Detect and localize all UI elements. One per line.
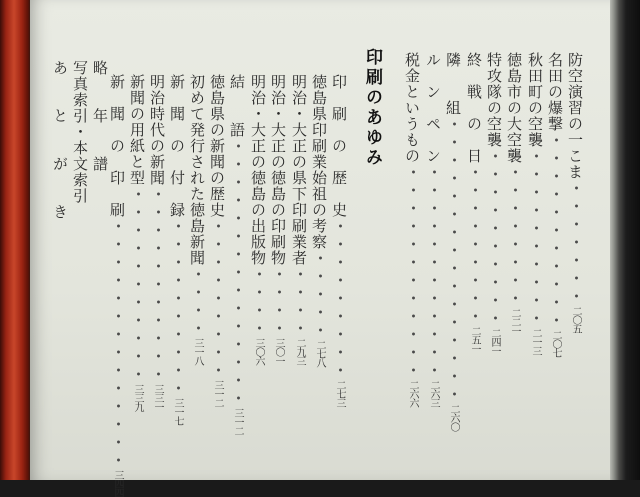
toc-entry: 結 語・・・・・・・・・・・・・・・三一二 [228, 74, 247, 435]
toc-entry: 税金というもの・・・・・・・・・・・・二六六 [403, 52, 422, 407]
toc-entry: 徳島市の大空襲・・・・・・・・二二一 [505, 52, 524, 335]
toc-entry: 写真索引・本文索引 [71, 60, 89, 204]
toc-page [30, 0, 610, 497]
toc-entry: 防空演習の一こま・・・・・・・二〇五 [566, 52, 585, 333]
toc-entry: 特攻隊の空襲・・・・・・・・・・二四一 [485, 52, 504, 355]
toc-entry: ル ン ペ ン・・・・・・・・・・・・二六三 [424, 52, 443, 407]
toc-entry: 新聞の用紙と型・・・・・・・・・・・三三九 [128, 74, 147, 411]
toc-entry: 新 聞 の 印 刷・・・・・・・・・・・・・・三四四 [108, 74, 127, 497]
section-title: 印刷のあゆみ [362, 48, 382, 168]
toc-entry: 徳島県の新聞の歴史・・・・・・・・・三一二 [208, 74, 227, 407]
toc-entry: 印 刷 の 歴 史・・・・・・・・・二七三 [330, 74, 349, 407]
toc-entry: 徳島県印刷業始祖の考察・・・・・二七八 [310, 74, 329, 367]
toc-entry: 新 聞 の 付 録・・・・・・・・・・三一七 [168, 74, 187, 425]
toc-entry: 名田の爆撃・・・・・・・・・・・二〇七 [546, 52, 565, 357]
toc-entry: 明治・大正の県下印刷業者・・・・二九三 [290, 74, 309, 365]
toc-entry: 隣 組・・・・・・・・・・・・・・・・二六〇 [444, 52, 463, 431]
toc-entry: 明治・大正の徳島の印刷物・・・・三〇一 [269, 74, 288, 365]
toc-entry: 初めて発行された徳島新聞・・・・三一八 [188, 74, 207, 365]
toc-entry: 略 年 譜 [91, 60, 109, 180]
toc-entry: あ と が き [51, 60, 69, 228]
toc-entry: 秋田町の空襲・・・・・・・・・・二一三 [526, 52, 545, 355]
toc-entry: 明治時代の新聞・・・・・・・・・・・三三一 [148, 74, 167, 411]
toc-entry: 終 戦 の 日・・・・・・・・・二五一 [465, 52, 484, 353]
toc-entry: 明治・大正の徳島の出版物・・・・三〇六 [249, 74, 268, 365]
page-edge-shadow [610, 0, 640, 480]
